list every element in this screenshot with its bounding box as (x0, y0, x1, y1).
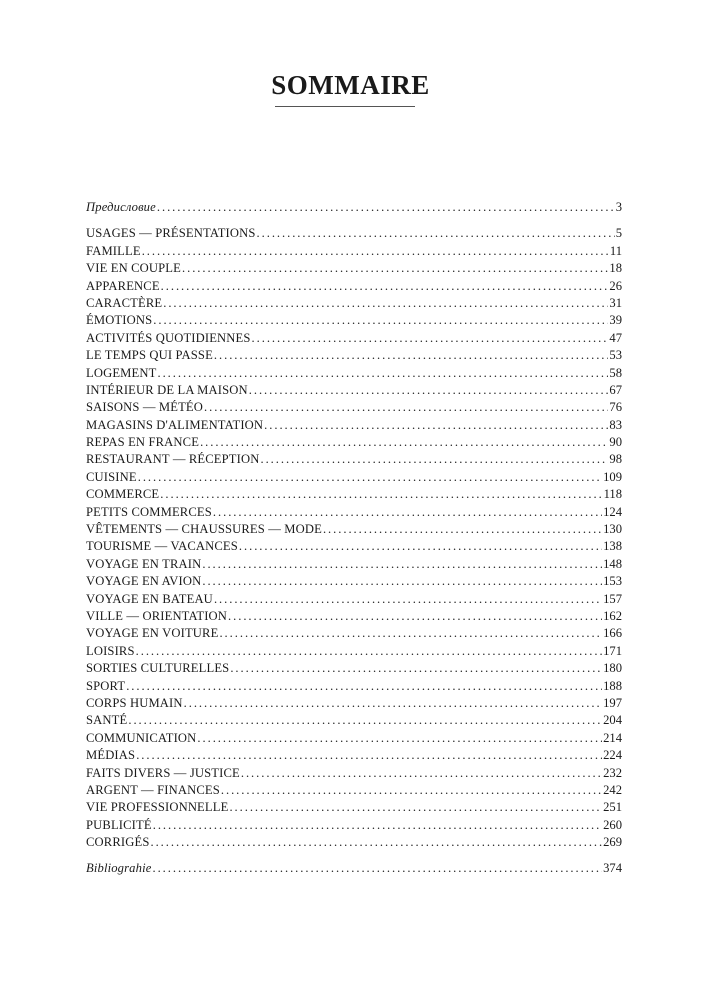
dot-leader (150, 834, 602, 851)
dot-leader (228, 608, 602, 625)
toc-entry-label: INTÉRIEUR DE LA MAISON (86, 382, 248, 397)
toc-entry[interactable] (86, 782, 622, 799)
dot-leader (160, 486, 602, 503)
dot-leader (142, 243, 609, 260)
dot-leader (163, 295, 608, 312)
toc-entry-label: VOYAGE EN VOITURE (86, 626, 219, 641)
toc-entry-label: CORPS HUMAIN (86, 695, 183, 710)
toc-entry-label: RESTAURANT — RÉCEPTION (86, 452, 260, 467)
toc-entry-page: 260 (603, 817, 622, 832)
toc-entry-page: 197 (603, 695, 622, 710)
dot-leader (221, 782, 602, 799)
table-of-contents (86, 199, 622, 878)
toc-entry-label: VIE PROFESSIONNELLE (86, 800, 229, 815)
dot-leader (252, 330, 609, 347)
dot-leader (197, 730, 602, 747)
toc-entry-page: 180 (603, 661, 622, 676)
toc-entry-label: VOYAGE EN BATEAU (86, 591, 213, 606)
toc-entry-label: APPARENCE (86, 278, 160, 293)
toc-entry[interactable] (86, 712, 622, 729)
dot-leader (152, 860, 602, 877)
dot-leader (204, 399, 608, 416)
toc-entry[interactable] (86, 365, 622, 382)
toc-entry-page: 31 (609, 295, 622, 310)
toc-entry-label: FAMILLE (86, 243, 141, 258)
toc-entry-page: 67 (609, 382, 622, 397)
toc-entry[interactable] (86, 625, 622, 642)
toc-entry[interactable] (86, 608, 622, 625)
toc-entry-page: 157 (603, 591, 622, 606)
toc-entry[interactable] (86, 504, 622, 521)
toc-entry-label: SANTÉ (86, 713, 128, 728)
toc-entry[interactable] (86, 556, 622, 573)
toc-entry[interactable] (86, 730, 622, 747)
toc-entry-label: VILLE — ORIENTATION (86, 608, 228, 623)
toc-entry-label: VOYAGE EN AVION (86, 574, 202, 589)
toc-entry-page: 162 (603, 608, 622, 623)
dot-leader (184, 695, 602, 712)
toc-entry[interactable] (86, 695, 622, 712)
toc-entry-label: ACTIVITÉS QUOTIDIENNES (86, 330, 251, 345)
dot-leader (126, 678, 602, 695)
title-underline (275, 106, 415, 107)
toc-entry-page: 224 (603, 748, 622, 763)
toc-entry-page: 118 (603, 487, 622, 502)
toc-entry[interactable] (86, 747, 622, 764)
toc-entry-page: 153 (603, 574, 622, 589)
toc-entry-page: 251 (603, 800, 622, 815)
dot-leader (239, 538, 602, 555)
toc-entry-label: VOYAGE EN TRAIN (86, 556, 202, 571)
toc-entry[interactable] (86, 330, 622, 347)
toc-entry-bibliography[interactable] (86, 860, 622, 877)
toc-entry-label: ARGENT — FINANCES (86, 782, 220, 797)
dot-leader (214, 347, 608, 364)
toc-entry[interactable] (86, 399, 622, 416)
toc-entry[interactable] (86, 660, 622, 677)
toc-entry-page: 47 (609, 330, 622, 345)
dot-leader (249, 382, 609, 399)
toc-entry-label: FAITS DIVERS — JUSTICE (86, 765, 240, 780)
toc-entry-label: LE TEMPS QUI PASSE (86, 348, 213, 363)
dot-leader (136, 747, 602, 764)
toc-entry-label: CUISINE (86, 469, 137, 484)
toc-entry[interactable] (86, 260, 622, 277)
toc-entry-page: 148 (603, 556, 622, 571)
toc-entry[interactable] (86, 521, 622, 538)
toc-entry-page: 3 (615, 200, 622, 214)
toc-entry-label: TOURISME — VACANCES (86, 539, 238, 554)
toc-entry-page: 58 (609, 365, 622, 380)
toc-entries (86, 225, 622, 851)
dot-leader (136, 643, 602, 660)
toc-entry[interactable] (86, 538, 622, 555)
dot-leader (202, 573, 602, 590)
toc-entry-page: 242 (603, 782, 622, 797)
toc-entry-page: 204 (603, 713, 622, 728)
toc-entry[interactable] (86, 799, 622, 816)
dot-leader (157, 365, 608, 382)
dot-leader (257, 225, 615, 242)
toc-entry[interactable] (86, 834, 622, 851)
toc-entry[interactable] (86, 678, 622, 695)
toc-entry-page: 26 (609, 278, 622, 293)
toc-entry[interactable] (86, 312, 622, 329)
toc-entry-label: CORRIGÉS (86, 835, 150, 850)
toc-entry[interactable] (86, 469, 622, 486)
toc-entry-page: 76 (609, 400, 622, 415)
toc-entry-page: 130 (603, 522, 622, 537)
toc-entry-label: USAGES — PRÉSENTATIONS (86, 226, 256, 241)
toc-entry-label: Bibliograhie (86, 861, 152, 876)
toc-entry-page: 269 (603, 835, 622, 850)
dot-leader (214, 591, 602, 608)
dot-leader (138, 469, 602, 486)
toc-entry-page: 53 (609, 348, 622, 363)
toc-entry-label: CARACTÈRE (86, 295, 163, 310)
dot-leader (200, 434, 608, 451)
toc-entry-page: 109 (603, 469, 622, 484)
toc-entry-label: REPAS EN FRANCE (86, 435, 200, 450)
toc-entry[interactable] (86, 451, 622, 468)
toc-entry-page: 18 (609, 261, 622, 276)
toc-entry-label: LOGEMENT (86, 365, 157, 380)
toc-entry-label: SPORT (86, 678, 126, 693)
toc-entry[interactable] (86, 434, 622, 451)
dot-leader (157, 199, 615, 216)
toc-entry-page: 138 (603, 539, 622, 554)
toc-entry[interactable] (86, 817, 622, 834)
toc-entry[interactable] (86, 243, 622, 260)
toc-entry[interactable] (86, 382, 622, 399)
dot-leader (241, 765, 602, 782)
toc-entry-page: 98 (609, 452, 622, 467)
toc-entry-label: MAGASINS D'ALIMENTATION (86, 417, 264, 432)
toc-entry-label: LOISIRS (86, 643, 135, 658)
dot-leader (153, 312, 608, 329)
toc-entry-page: 90 (609, 435, 622, 450)
dot-leader (229, 799, 602, 816)
toc-entry-label: VÊTEMENTS — CHAUSSURES — MODE (86, 522, 322, 537)
toc-entry-label: ÉMOTIONS (86, 313, 153, 328)
toc-entry[interactable] (86, 417, 622, 434)
page-title: SOMMAIRE (271, 70, 430, 100)
toc-entry[interactable] (86, 225, 622, 242)
toc-entry-page: 166 (603, 626, 622, 641)
toc-entry-label: COMMERCE (86, 487, 160, 502)
toc-entry[interactable] (86, 486, 622, 503)
toc-entry[interactable] (86, 573, 622, 590)
toc-entry[interactable] (86, 278, 622, 295)
toc-entry-label: VIE EN COUPLE (86, 261, 181, 276)
toc-entry[interactable] (86, 643, 622, 660)
toc-entry[interactable] (86, 295, 622, 312)
toc-entry-label: PETITS COMMERCES (86, 504, 212, 519)
toc-entry-label: PUBLICITÉ (86, 817, 152, 832)
toc-entry-label: MÉDIAS (86, 748, 136, 763)
toc-entry-page: 374 (603, 861, 622, 876)
dot-leader (182, 260, 608, 277)
dot-leader (213, 504, 602, 521)
toc-entry-label: Предисловие (86, 200, 156, 214)
toc-entry-page: 124 (603, 504, 622, 519)
toc-entry-label: COMMUNICATION (86, 730, 197, 745)
dot-leader (323, 521, 602, 538)
toc-entry-page: 83 (609, 417, 622, 432)
dot-leader (230, 660, 602, 677)
dot-leader (260, 451, 608, 468)
toc-entry-label: SAISONS — MÉTÉO (86, 400, 204, 415)
toc-entry-page: 171 (603, 643, 622, 658)
dot-leader (153, 817, 602, 834)
toc-entry-page: 232 (603, 765, 622, 780)
toc-entry-page: 188 (603, 678, 622, 693)
dot-leader (219, 625, 602, 642)
toc-entry-page: 5 (615, 226, 622, 241)
toc-entry[interactable] (86, 765, 622, 782)
toc-entry[interactable] (86, 347, 622, 364)
toc-entry-page: 11 (609, 243, 622, 258)
toc-entry-label: SORTIES CULTURELLES (86, 661, 230, 676)
toc-entry-page: 214 (603, 730, 622, 745)
dot-leader (264, 417, 608, 434)
toc-entry-intro[interactable] (86, 199, 622, 216)
toc-entry[interactable] (86, 591, 622, 608)
toc-entry-page: 39 (609, 313, 622, 328)
dot-leader (202, 556, 602, 573)
dot-leader (161, 278, 609, 295)
dot-leader (128, 712, 602, 729)
